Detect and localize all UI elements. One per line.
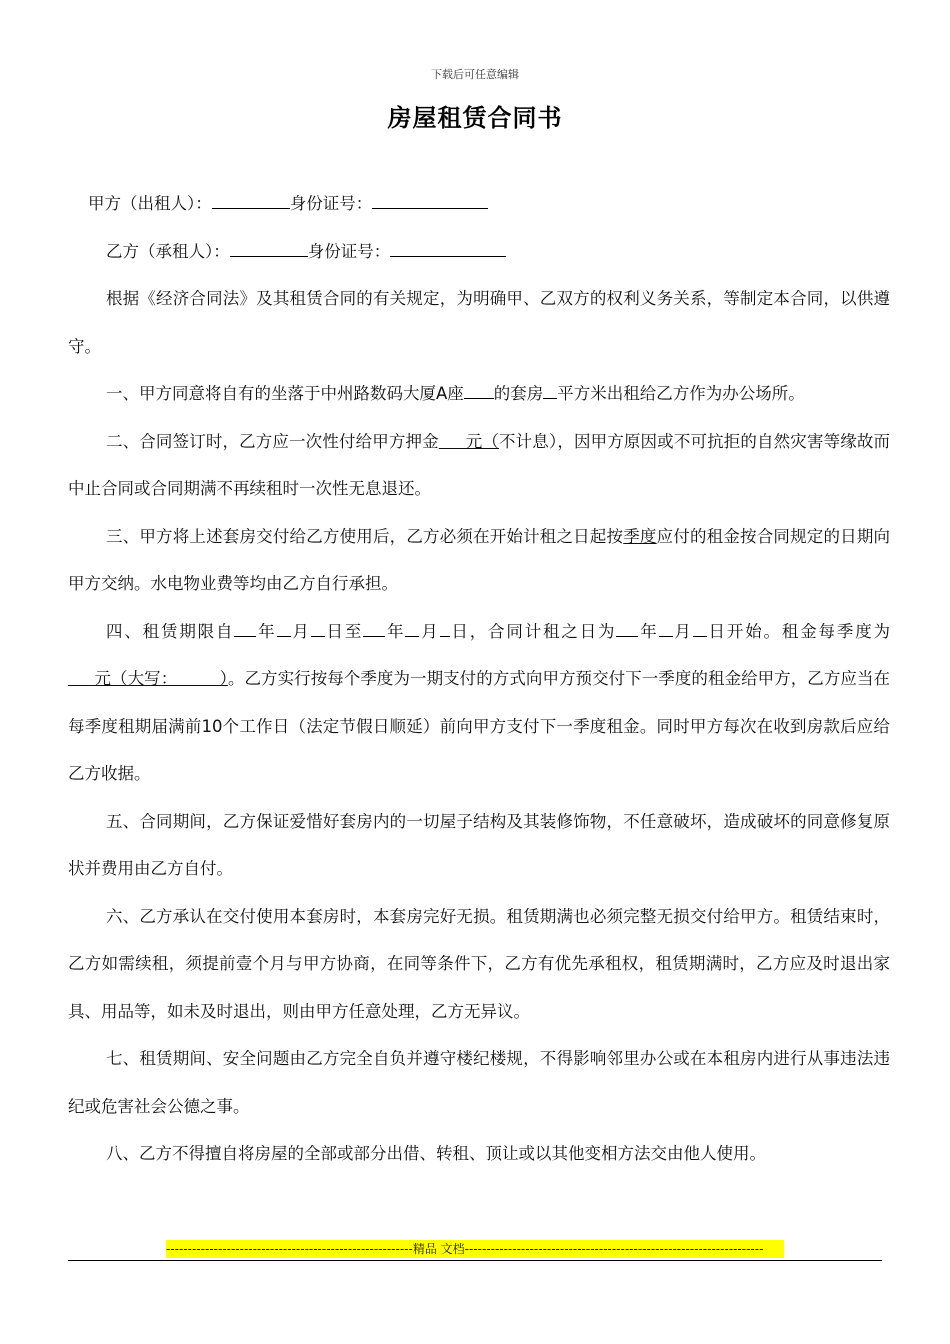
end-year-blank	[363, 622, 385, 637]
area-blank	[543, 384, 557, 399]
month-label: 月	[290, 621, 311, 641]
clause-2-text-b: 不计息），因甲方原因或不可抗拒的自然灾害等缘故而中止合同或合同期满不再续租时一次性无息退还。	[68, 431, 891, 498]
contract-body	[68, 180, 890, 1178]
room-number-blank	[464, 384, 494, 399]
rent-start-label: 日开始。租金每季度为	[706, 621, 891, 641]
clause-5: 五、合同期间，乙方保证爱惜好套房内的一切屋子结构及其装修饰物，不任意破坏，造成破坏的同意修复原状并费用由乙方自付。	[68, 811, 890, 878]
month-label: 月	[672, 621, 693, 641]
rent-start-month-blank	[659, 622, 673, 637]
deposit-amount: 元（	[438, 431, 500, 451]
clause-4	[68, 608, 890, 798]
end-day-blank	[440, 622, 450, 637]
clause-2-text-a: 二、合同签订时，乙方应一次性付给甲方押金	[106, 431, 439, 451]
clause-3-text-b: 应付的租金按合同规定的日期向甲方交纳。水电物业费等均由乙方自行承担。	[68, 526, 891, 593]
lessor-label: 甲方（出租人）：	[88, 194, 212, 213]
clause-6: 六、乙方承认在交付使用本套房时，本套房完好无损。租赁期满也必须完整无损交付给甲方。租赁结束时，乙方如需续租，须提前壹个月与甲方协商，在同等条件下，乙方有优先承租权，租赁期满时，乙方应及时退出家具、用品等，如未及时退出，则由甲方任意处理，乙方无异议。	[68, 906, 890, 1021]
start-month-blank	[277, 622, 291, 637]
clause-7: 七、租赁期间、安全问题由乙方完全自负并遵守楼纪楼规，不得影响邻里办公或在本租房内进行从事违法违纪或危害社会公德之事。	[68, 1049, 890, 1116]
year-label: 年	[385, 621, 406, 641]
clause-3	[68, 513, 890, 608]
lessor-name-blank	[212, 194, 290, 209]
clause-1	[68, 370, 890, 418]
lessor-id-blank	[372, 194, 488, 209]
start-year-blank	[234, 622, 256, 637]
lessee-id-blank	[390, 242, 506, 257]
lessee-name-blank	[230, 242, 308, 257]
lessor-id-label: 身份证号：	[289, 194, 373, 213]
clause-1-text-b: 的套房	[493, 384, 544, 403]
quarterly-rent-amount: 元（大写： ）	[68, 669, 228, 688]
clause-2	[68, 418, 890, 513]
month-label: 月	[419, 621, 440, 641]
clause-8: 八、乙方不得擅自将房屋的全部或部分出借、转租、顶让或以其他变相方法交由他人使用。	[106, 1144, 766, 1163]
year-label: 年	[638, 621, 659, 641]
clause-4-text-b: 。乙方实行按每个季度为一期支付的方式向甲方预交付下一季度的租金给甲方，乙方应当在每季度租期届满前10个工作日（法定节假日顺延）前向甲方支付下一季度租金。同时甲方每次在收到房款后应给乙方收据。	[68, 669, 890, 783]
start-day-blank	[311, 622, 325, 637]
day-to-label: 日至	[324, 621, 364, 641]
contract-start-label: 日，合同计租之日为	[449, 621, 617, 641]
lessee-line	[68, 228, 890, 276]
clause-3-text-a: 三、甲方将上述套房交付给乙方使用后，乙方必须在开始计租之日起按	[106, 526, 624, 546]
lessor-line	[68, 180, 890, 228]
lessee-id-label: 身份证号：	[307, 241, 391, 261]
intro-paragraph: 根据《经济合同法》及其租赁合同的有关规定，为明确甲、乙双方的权利义务关系，等制定本合同，以供遵守。	[68, 289, 890, 356]
payment-period: 季度	[623, 526, 657, 546]
clause-1-text-a: 一、甲方同意将自有的坐落于中州路数码大厦A座	[106, 384, 464, 403]
lessee-label: 乙方（承租人）：	[106, 241, 230, 261]
footer-banner: ---------------------------------------------------------精品 文档---------------------------------------------------------------------	[166, 1240, 784, 1258]
download-edit-note: 下载后可任意编辑	[431, 68, 519, 81]
rent-start-day-blank	[693, 622, 707, 637]
document-title: 房屋租赁合同书	[387, 104, 563, 132]
rent-start-year-blank	[616, 622, 638, 637]
clause-4-text-a: 四、租赁期限自	[106, 621, 235, 641]
end-month-blank	[405, 622, 419, 637]
year-label: 年	[256, 621, 277, 641]
clause-1-text-c: 平方米出租给乙方作为办公场所。	[557, 384, 805, 403]
footer-rule	[68, 1260, 882, 1261]
